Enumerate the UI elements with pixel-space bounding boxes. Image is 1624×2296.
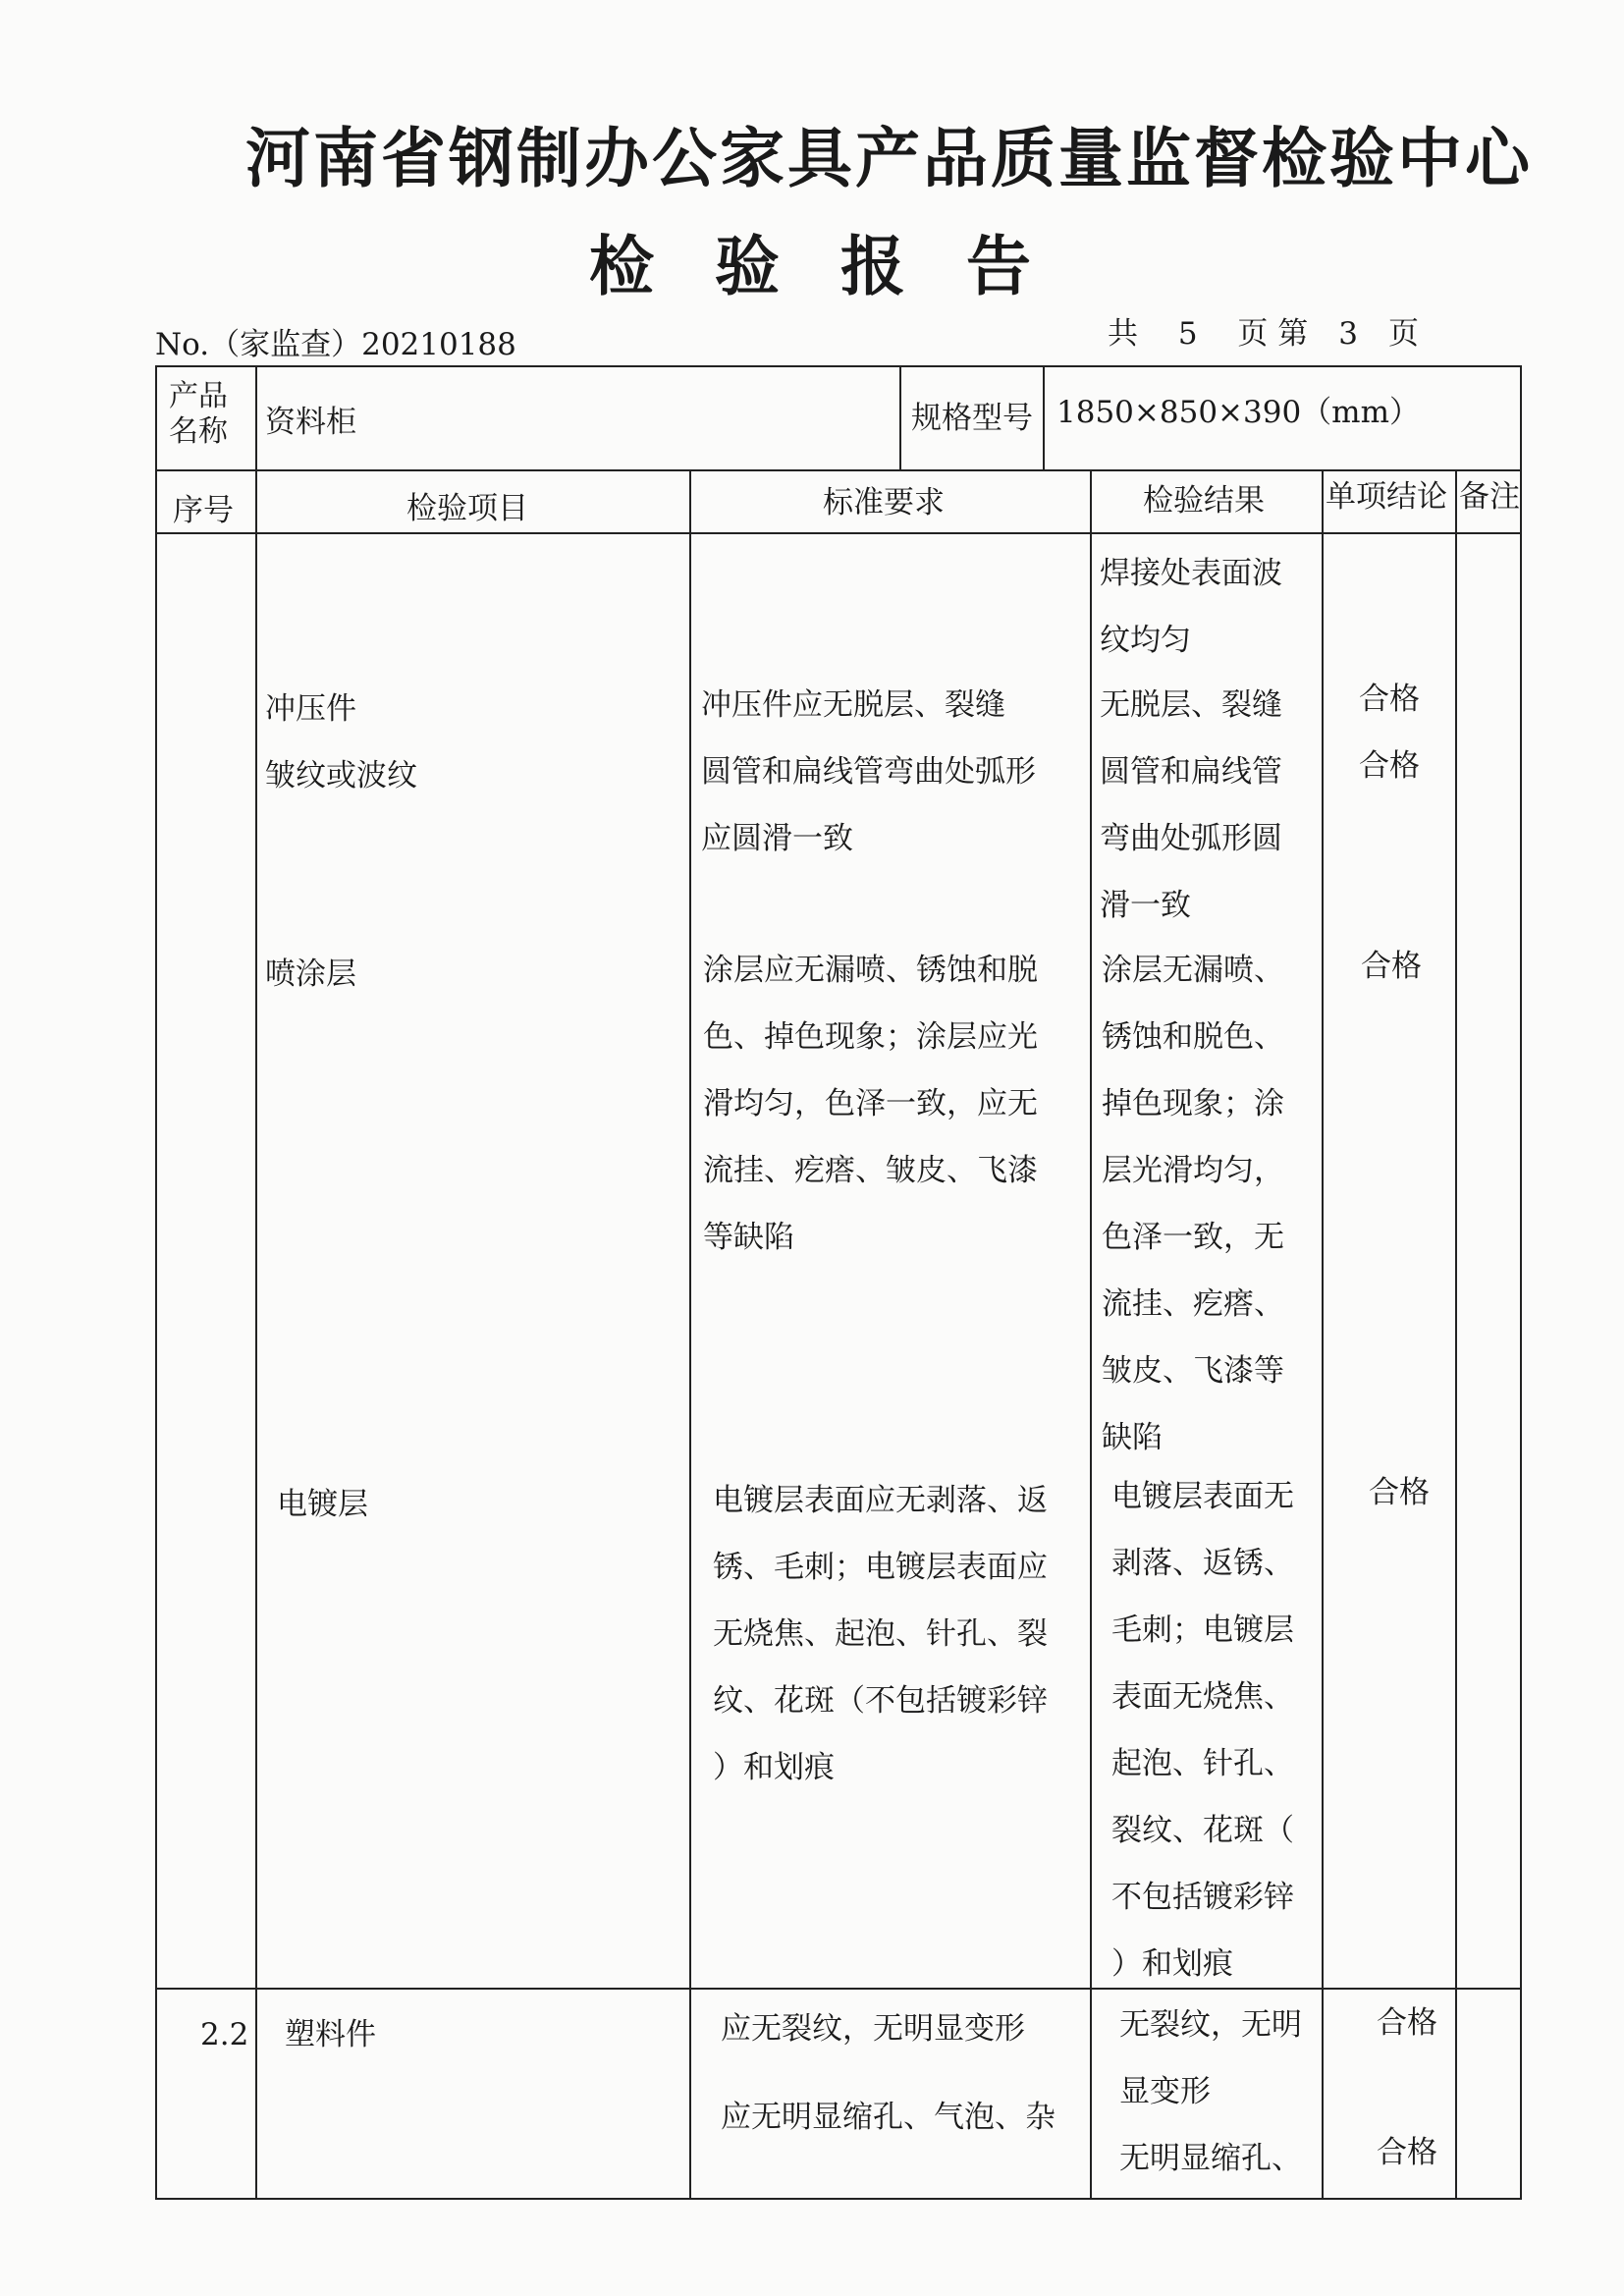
requirement-plating: 电镀层表面应无剥落、返 锈、毛刺；电镀层表面应 无烧焦、起泡、针孔、裂 纹、花斑（不包括镀彩锌 ）和划痕	[713, 1483, 1048, 1785]
col-header-seq: 序号	[173, 493, 234, 528]
report-number: No.（家监查）20210188	[155, 327, 516, 362]
requirement-plastic: 应无裂纹，无明显变形 应无明显缩孔、气泡、杂	[721, 2011, 1056, 2135]
item-stamping: 冲压件 皱纹或波纹	[265, 691, 417, 793]
requirement-stamping: 冲压件应无脱层、裂缝 圆管和扁线管弯曲处弧形 应圆滑一致	[701, 687, 1036, 856]
row-divider	[155, 2198, 1522, 2200]
result-coating: 涂层无漏喷、 锈蚀和脱色、 掉色现象；涂 层光滑均匀， 色泽一致，无 流挂、疙瘩、 皱皮、飞漆等 缺陷	[1102, 953, 1284, 1455]
inspection-table	[155, 365, 1522, 2198]
col-divider	[1322, 469, 1324, 2198]
col-header-remark: 备注	[1459, 479, 1520, 515]
col-divider	[899, 367, 901, 469]
item-coating: 喷涂层	[265, 957, 356, 992]
table-border-left	[155, 367, 157, 2200]
row-divider	[155, 469, 1522, 471]
page-info: 共 5 页 第 3 页	[1108, 316, 1420, 352]
product-name-label: 产品 名称	[169, 379, 228, 449]
spec-label: 规格型号	[911, 401, 1033, 436]
col-header-result: 检验结果	[1143, 483, 1265, 519]
col-divider	[1043, 367, 1045, 469]
result-stamping: 无脱层、裂缝 圆管和扁线管 弯曲处弧形圆 滑一致	[1100, 687, 1282, 923]
conclusion-coating: 合格	[1361, 949, 1422, 984]
row-divider	[155, 1988, 1522, 1990]
item-plastic: 塑料件	[285, 2017, 376, 2052]
product-name-value: 资料柜	[265, 405, 356, 440]
col-header-requirement: 标准要求	[823, 485, 945, 520]
org-title: 河南省钢制办公家具产品质量监督检验中心	[245, 121, 1533, 196]
seq-plastic: 2.2	[200, 2017, 249, 2052]
col-divider	[1455, 469, 1457, 2198]
conclusion-plating: 合格	[1369, 1475, 1430, 1510]
col-divider	[255, 367, 257, 469]
report-title: 检验报告	[589, 229, 1092, 304]
col-divider	[255, 469, 257, 2198]
col-header-conclusion: 单项结论	[1326, 479, 1447, 515]
requirement-coating: 涂层应无漏喷、锈蚀和脱 色、掉色现象；涂层应光 滑均匀，色泽一致，应无 流挂、疙瘩、皱皮、飞漆 等缺陷	[703, 953, 1038, 1255]
row-divider	[155, 532, 1522, 534]
spec-value: 1850×850×390（mm）	[1056, 395, 1420, 430]
col-divider	[1090, 469, 1092, 2198]
col-divider	[689, 469, 691, 2198]
result-plating: 电镀层表面无 剥落、返锈、 毛刺；电镀层 表面无烧焦、 起泡、针孔、 裂纹、花斑（ 不包括镀彩锌 ）和划痕	[1111, 1479, 1294, 1982]
conclusion-plastic: 合格 合格	[1377, 2005, 1437, 2170]
col-header-item: 检验项目	[406, 491, 528, 526]
table-border-right	[1520, 367, 1522, 2200]
conclusion-stamping: 合格 合格	[1359, 682, 1420, 784]
item-plating: 电镀层	[277, 1487, 368, 1522]
result-welding: 焊接处表面波 纹均匀	[1100, 556, 1282, 658]
result-plastic: 无裂纹，无明 显变形 无明显缩孔、	[1119, 2007, 1302, 2176]
